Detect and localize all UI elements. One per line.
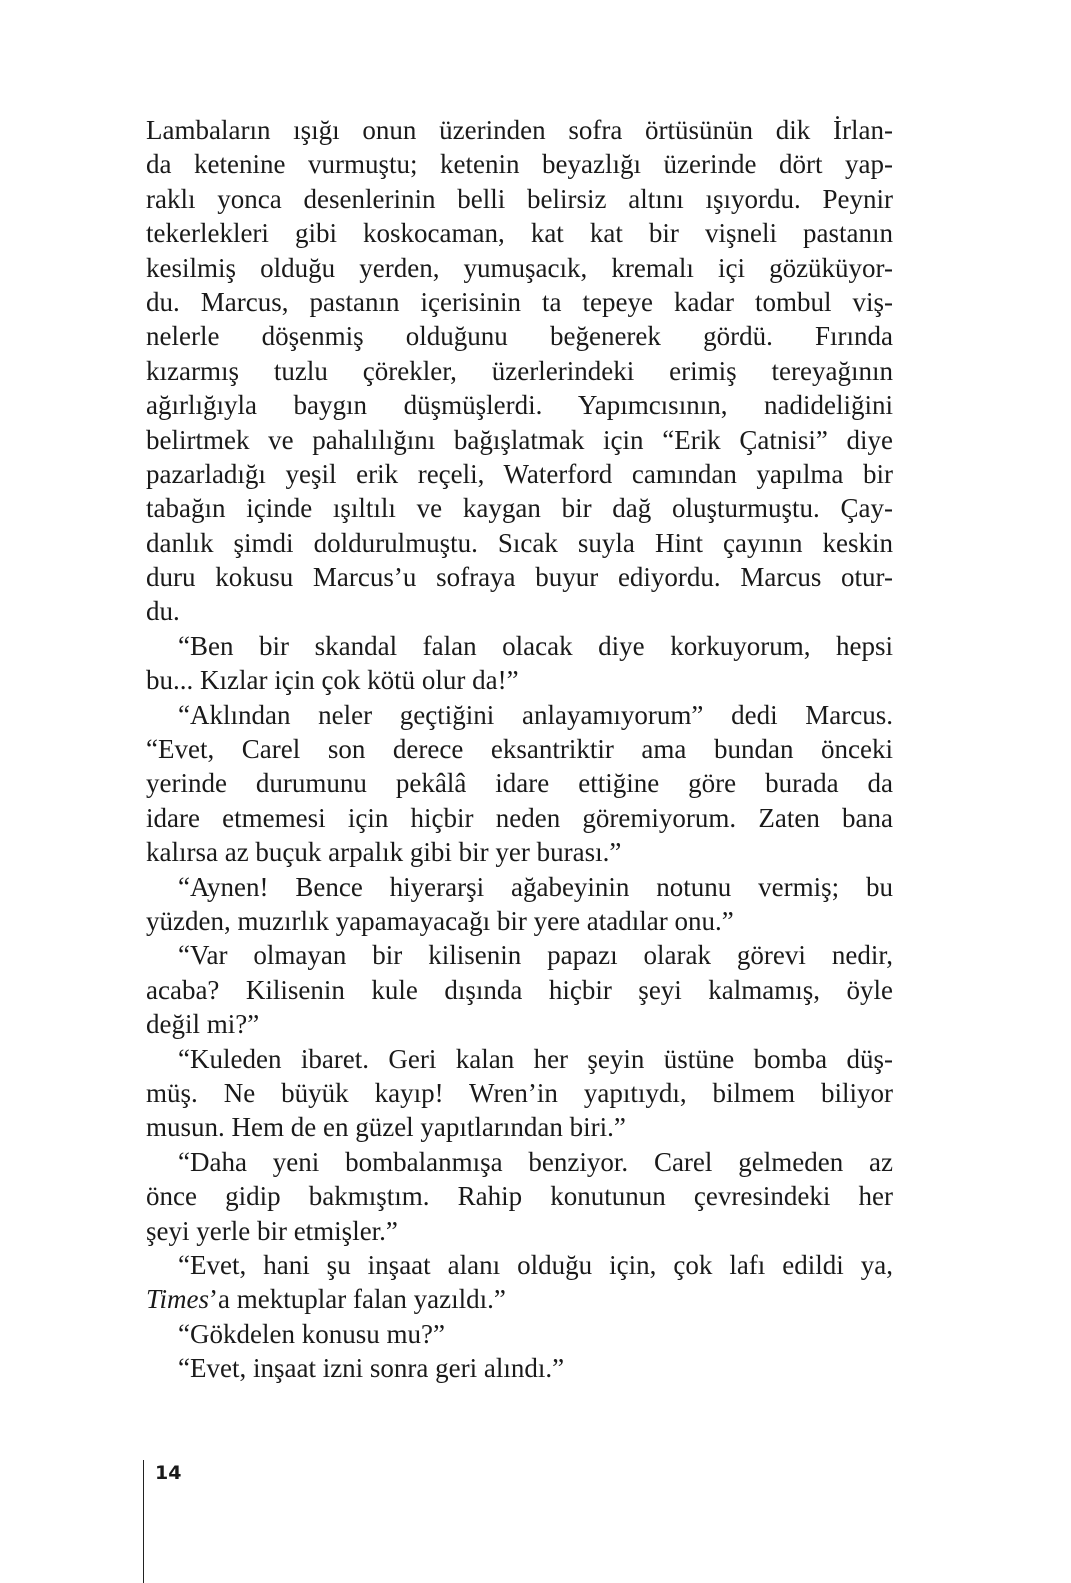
text-line: Lambaların ışığı onun üzerinden sofra örtüsünün dik İrlan- — [146, 115, 893, 145]
footer-rule — [143, 1460, 144, 1583]
text-line: müş. Ne büyük kayıp! Wren’in yapıtıydı, bilmem biliyor — [146, 1077, 893, 1108]
text-line: kalırsa az buçuk arpalık gibi bir yer burası.” — [146, 837, 622, 868]
text-line: “Aynen! Bence hiyerarşi ağabeyinin notunu vermiş; bu — [178, 871, 893, 902]
text-line: “Kuleden ibaret. Geri kalan her şeyin üstüne bomba düş- — [178, 1043, 893, 1074]
text-line: önce gidip bakmıştım. Rahip konutunun çevresindeki her — [146, 1181, 893, 1212]
text-line: du. — [146, 596, 180, 627]
text-line: bu... Kızlar için çok kötü olur da!” — [146, 665, 519, 696]
text-line: pazarladığı yeşil erik reçeli, Waterford camından yapılma bir — [146, 458, 893, 489]
text-line: idare etmemesi için hiçbir neden göremiyorum. Zaten bana — [146, 802, 893, 833]
text-line: “Gökdelen konusu mu?” — [178, 1318, 445, 1349]
text-line: musun. Hem de en güzel yapıtlarından biri.” — [146, 1112, 626, 1143]
text-line: nelerle döşenmiş olduğunu beğenerek gördü. Fırında — [146, 321, 893, 352]
page-number: 14 — [155, 1462, 182, 1484]
italic-title: Times — [146, 1284, 210, 1315]
text-line: şeyi yerle bir etmişler.” — [146, 1215, 398, 1246]
text-line — [146, 1282, 893, 1316]
text-line: raklı yonca desenlerinin belli belirsiz altını ışıyordu. Peynir — [146, 183, 893, 214]
text-line: acaba? Kilisenin kule dışında hiçbir şeyi kalmamış, öyle — [146, 974, 893, 1005]
text-line: “Aklından neler geçtiğini anlayamıyorum” dedi Marcus. — [178, 699, 893, 730]
text-line: danlık şimdi doldurulmuştu. Sıcak suyla Hint çayının keskin — [146, 527, 893, 558]
text-line-rest: ’a mektuplar falan yazıldı.” — [209, 1284, 506, 1315]
text-line: “Evet, hani şu inşaat alanı olduğu için, çok lafı edildi ya, — [178, 1249, 893, 1280]
text-line: değil mi?” — [146, 1009, 260, 1040]
text-line: belirtmek ve pahalılığını bağışlatmak için “Erik Çatnisi” diye — [146, 424, 893, 455]
text-line: “Ben bir skandal falan olacak diye korkuyorum, hepsi — [178, 630, 893, 661]
text-line: du. Marcus, pastanın içerisinin ta tepeye kadar tombul viş- — [146, 286, 893, 317]
text-line: tabağın içinde ışıltılı ve kaygan bir dağ oluşturmuştu. Çay- — [146, 493, 893, 524]
body-text — [146, 113, 893, 1385]
text-line: tekerlekleri gibi koskocaman, kat kat bir vişneli pastanın — [146, 218, 893, 249]
text-line: “Daha yeni bombalanmışa benziyor. Carel gelmeden az — [178, 1146, 893, 1177]
text-line: ağırlığıyla baygın düşmüşlerdi. Yapımcısının, nadideliğini — [146, 390, 893, 421]
text-line: “Var olmayan bir kilisenin papazı olarak görevi nedir, — [178, 940, 893, 971]
text-line: kesilmiş olduğu yerden, yumuşacık, kremalı içi gözüküyor- — [146, 252, 893, 283]
text-line: yüzden, muzırlık yapamayacağı bir yere atadılar onu.” — [146, 905, 734, 936]
text-line: yerinde durumunu pekâlâ idare ettiğine göre burada da — [146, 768, 893, 799]
text-line: kızarmış tuzlu çörekler, üzerlerindeki erimiş tereyağının — [146, 355, 893, 386]
text-line: da ketenine vurmuştu; ketenin beyazlığı üzerinde dört yap- — [146, 149, 893, 180]
text-line: “Evet, Carel son derece eksantriktir ama bundan önceki — [146, 734, 893, 765]
text-line: duru kokusu Marcus’u sofraya buyur ediyordu. Marcus otur- — [146, 562, 893, 593]
text-line: “Evet, inşaat izni sonra geri alındı.” — [178, 1353, 565, 1384]
